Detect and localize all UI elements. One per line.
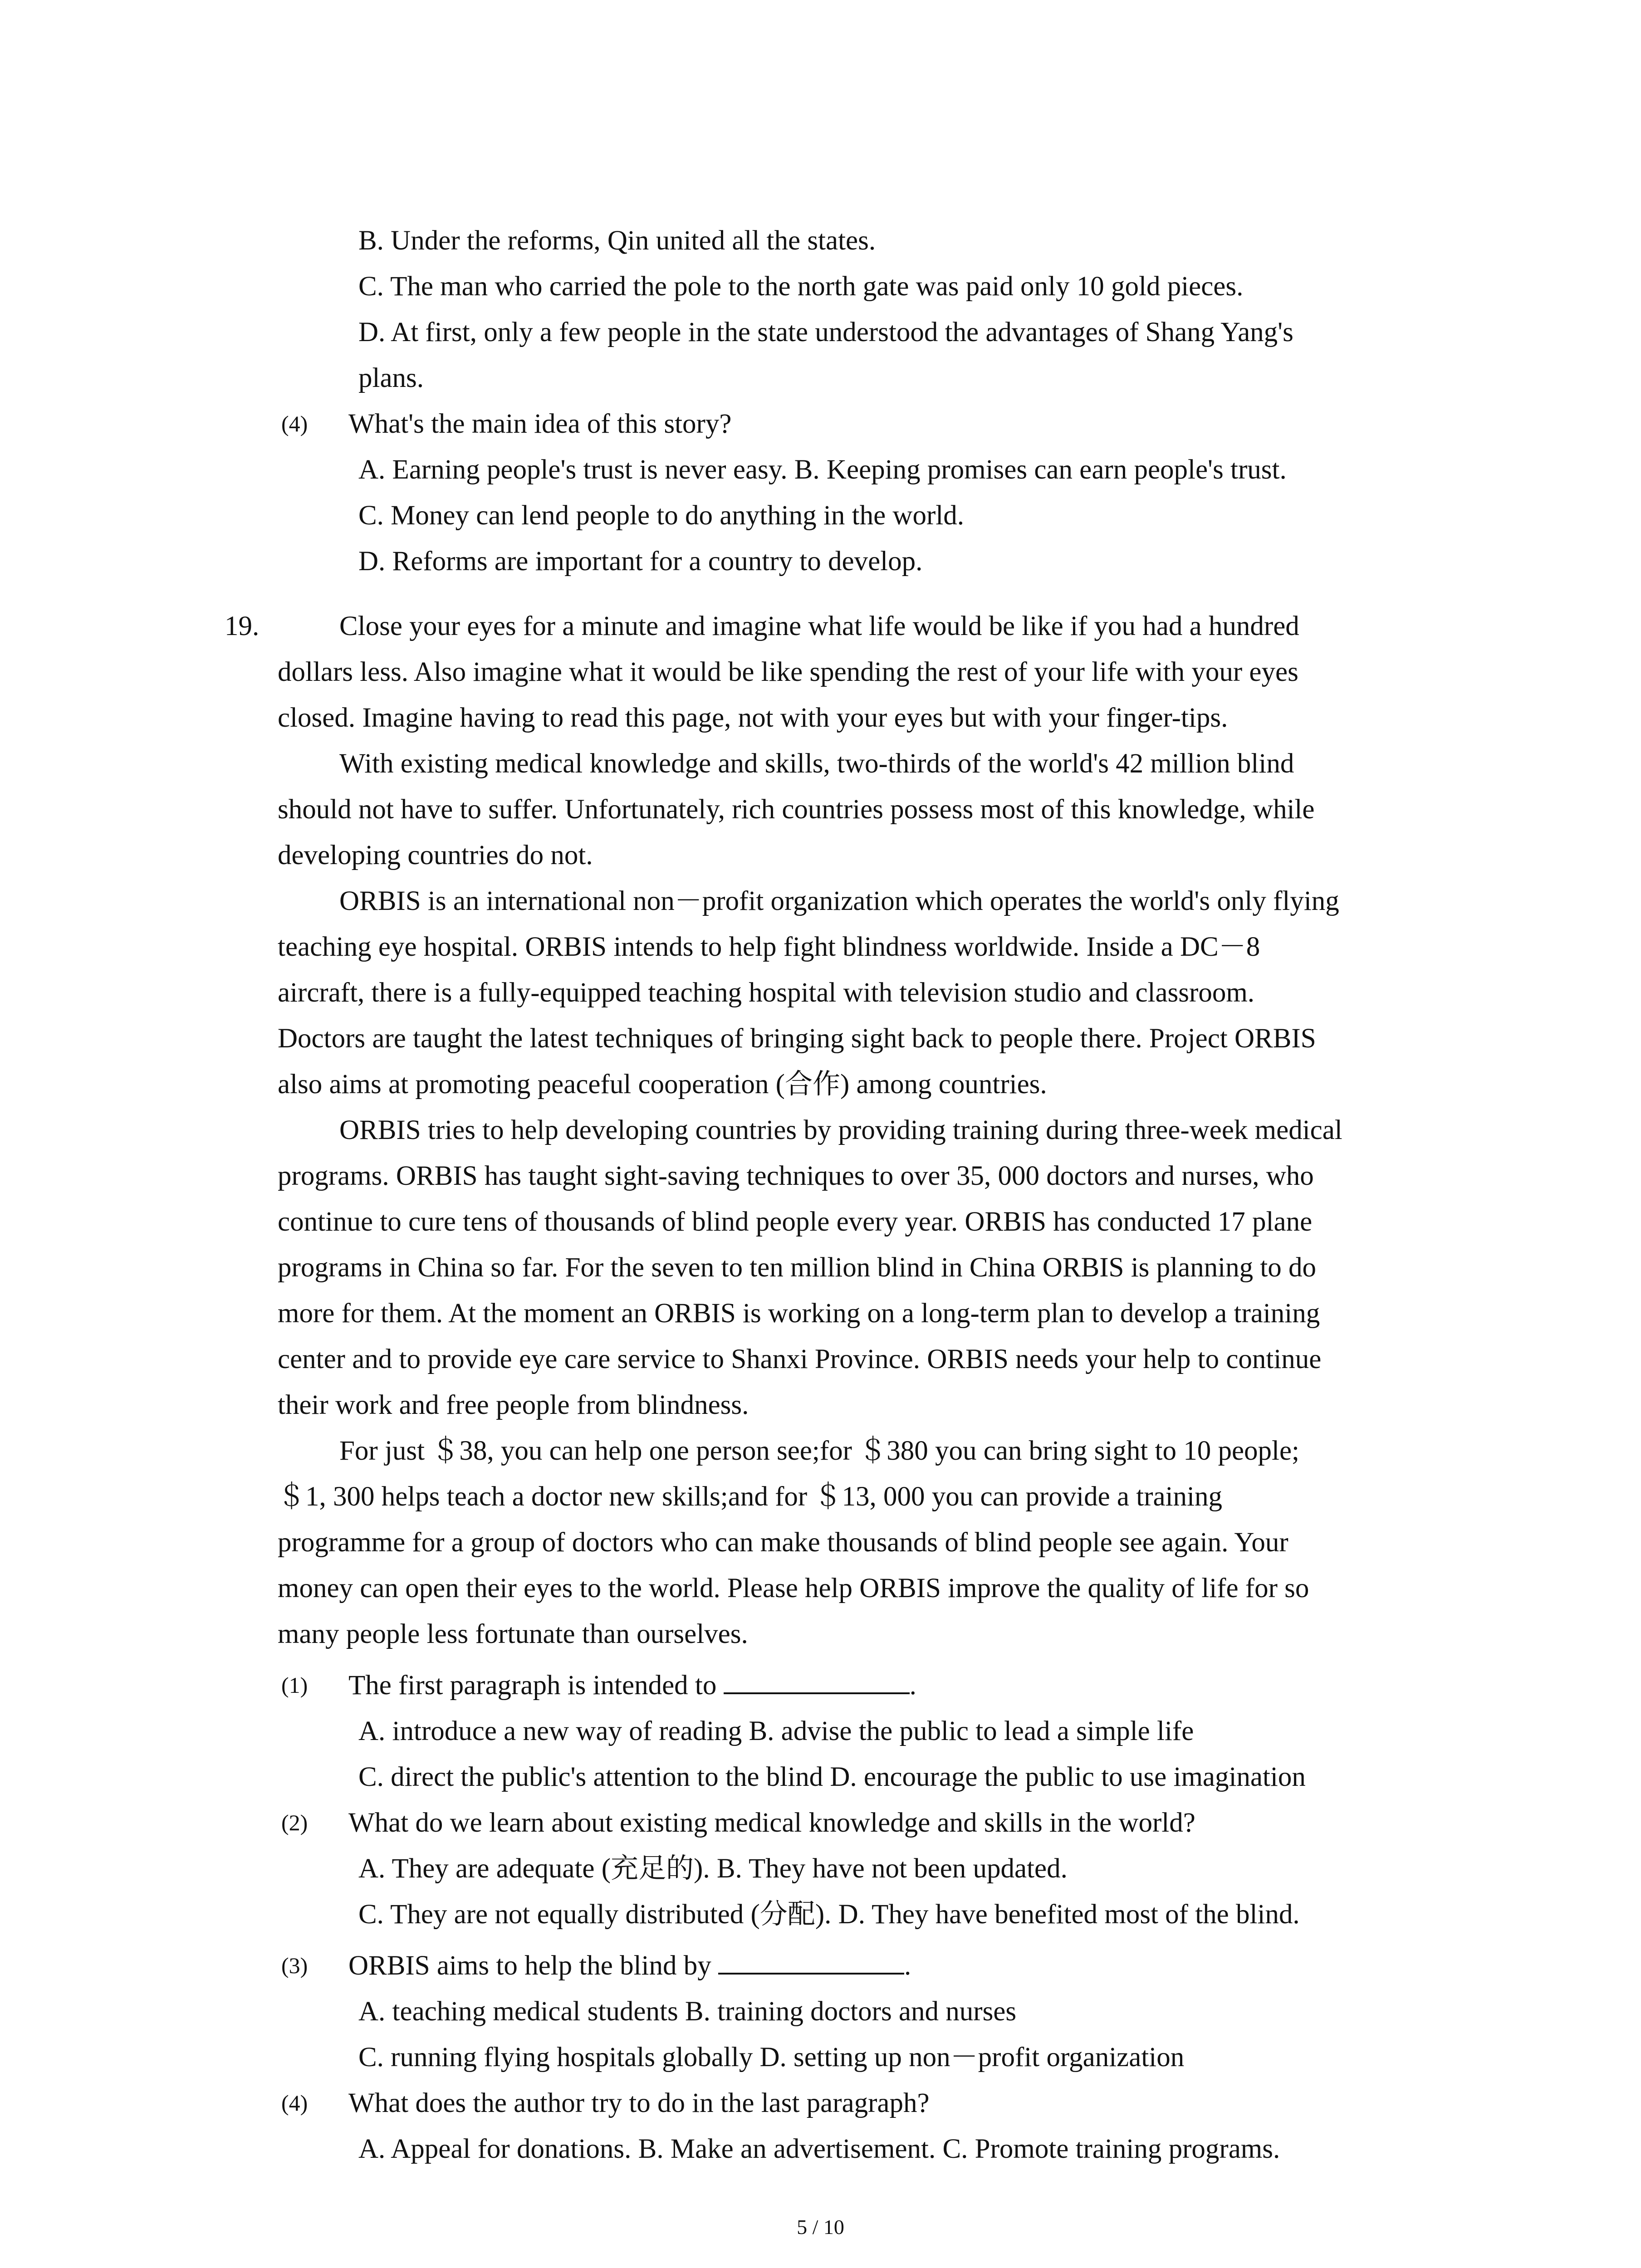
options-line: A. Earning people's trust is never easy. B. Keeping promises can earn people's trust. <box>358 455 1287 485</box>
passage-line: teaching eye hospital. ORBIS intends to help fight blindness worldwide. Inside a DC－8 <box>278 932 1260 962</box>
option-b: B. Under the reforms, Qin united all the states. <box>358 225 876 256</box>
options-line: A. introduce a new way of reading B. advise the public to lead a simple life <box>358 1716 1194 1746</box>
page-number: 5 / 10 <box>797 2215 844 2239</box>
option-d-continued: plans. <box>358 363 424 393</box>
passage-line: closed. Imagine having to read this page, not with your eyes but with your finger-tips. <box>278 703 1228 733</box>
passage-line: ORBIS is an international non－profit organization which operates the world's only flying <box>339 886 1339 916</box>
passage-line: money can open their eyes to the world. Please help ORBIS improve the quality of life for so <box>278 1573 1309 1603</box>
passage-line: programs. ORBIS has taught sight-saving techniques to over 35, 000 doctors and nurses, who <box>278 1161 1314 1191</box>
sub-question-text: What does the author try to do in the last paragraph? <box>348 2088 930 2118</box>
passage-line: With existing medical knowledge and skills, two-thirds of the world's 42 million blind <box>339 748 1294 779</box>
passage-line: should not have to suffer. Unfortunately, rich countries possess most of this knowledge, while <box>278 794 1315 825</box>
passage-line: aircraft, there is a fully-equipped teaching hospital with television studio and classroom. <box>278 978 1255 1008</box>
sub-question-text <box>348 1943 911 1989</box>
sub-question-number: (1) <box>281 1672 308 1698</box>
passage-line: more for them. At the moment an ORBIS is working on a long-term plan to develop a training <box>278 1298 1320 1329</box>
passage-line: Close your eyes for a minute and imagine what life would be like if you had a hundred <box>339 611 1299 641</box>
sub-question-end: . <box>909 1670 916 1701</box>
sub-question-end: . <box>904 1950 911 1981</box>
options-line: C. Money can lend people to do anything in the world. <box>358 500 964 531</box>
sub-question-number: (4) <box>281 411 308 436</box>
options-line: A. teaching medical students B. training doctors and nurses <box>358 1996 1017 2027</box>
sub-question-number: (2) <box>281 1810 308 1835</box>
passage-line: programs in China so far. For the seven to ten million blind in China ORBIS is planning to do <box>278 1252 1317 1283</box>
passage-line: developing countries do not. <box>278 840 593 870</box>
passage-line: many people less fortunate than ourselves. <box>278 1619 748 1649</box>
passage-line: ORBIS tries to help developing countries by providing training during three-week medical <box>339 1115 1342 1145</box>
options-line: C. running flying hospitals globally D. setting up non－profit organization <box>358 2042 1185 2072</box>
passage-line: Doctors are taught the latest techniques of bringing sight back to people there. Project ORBIS <box>278 1023 1316 1054</box>
options-line: A. They are adequate (充足的). B. They have not been updated. <box>358 1853 1068 1884</box>
sub-question-number: (4) <box>281 2090 308 2116</box>
passage-line: For just ＄38, you can help one person see;for ＄380 you can bring sight to 10 people; <box>339 1436 1299 1466</box>
sub-question-text: What do we learn about existing medical knowledge and skills in the world? <box>348 1808 1195 1838</box>
option-d: D. At first, only a few people in the state understood the advantages of Shang Yang's <box>358 317 1293 347</box>
options-line: C. direct the public's attention to the blind D. encourage the public to use imagination <box>358 1762 1306 1792</box>
answer-blank <box>724 1665 910 1694</box>
passage-line: programme for a group of doctors who can make thousands of blind people see again. Your <box>278 1527 1288 1558</box>
sub-question-text: ORBIS aims to help the blind by <box>348 1950 711 1981</box>
sub-question-text: What's the main idea of this story? <box>348 409 732 439</box>
sub-question-text: The first paragraph is intended to <box>348 1670 717 1701</box>
passage-line: dollars less. Also imagine what it would be like spending the rest of your life with your eyes <box>278 657 1298 687</box>
passage-line: also aims at promoting peaceful cooperation (合作) among countries. <box>278 1069 1047 1100</box>
sub-question-number: (3) <box>281 1953 308 1978</box>
sub-question-text <box>348 1662 916 1708</box>
question-number: 19. <box>225 611 260 641</box>
options-line: A. Appeal for donations. B. Make an advertisement. C. Promote training programs. <box>358 2134 1280 2164</box>
option-c: C. The man who carried the pole to the north gate was paid only 10 gold pieces. <box>358 271 1244 302</box>
passage-line: continue to cure tens of thousands of blind people every year. ORBIS has conducted 17 plane <box>278 1207 1313 1237</box>
passage-line: ＄1, 300 helps teach a doctor new skills;and for ＄13, 000 you can provide a training <box>278 1481 1222 1512</box>
passage-line: center and to provide eye care service to Shanxi Province. ORBIS needs your help to continue <box>278 1344 1322 1374</box>
passage-line: their work and free people from blindness. <box>278 1390 749 1420</box>
options-line: D. Reforms are important for a country to develop. <box>358 546 923 577</box>
options-line: C. They are not equally distributed (分配). D. They have benefited most of the blind. <box>358 1899 1300 1930</box>
answer-blank <box>718 1945 904 1975</box>
